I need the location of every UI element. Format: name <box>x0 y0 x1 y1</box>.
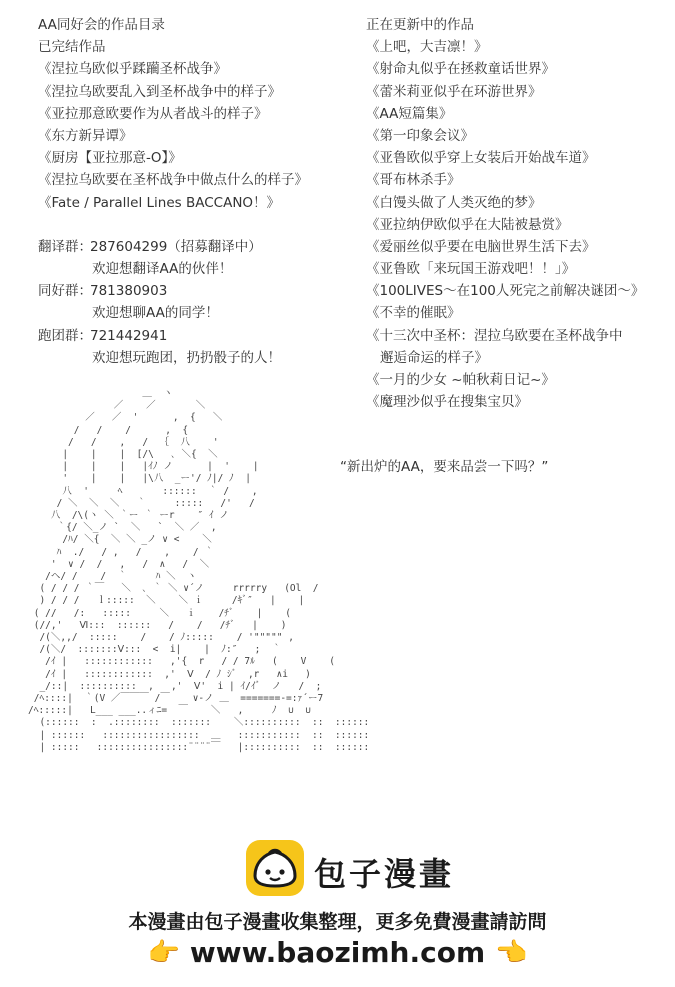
group-number: 721442941 <box>90 327 168 344</box>
ongoing-work-item: 《第一印象会议》 <box>366 127 474 144</box>
completed-work-item: 《Fate / Parallel Lines BACCANO！》 <box>38 194 281 211</box>
ongoing-work-item: 《魔理沙似乎在搜集宝贝》 <box>366 394 528 411</box>
ongoing-work-item: 《亚鲁欧「来玩国王游戏吧！！」》 <box>366 261 576 278</box>
ongoing-work-item: 《一月的少女 ~帕秋莉日记~》 <box>366 372 555 388</box>
completed-work-item: 《涅拉乌欧似乎蹂躏圣杯战争》 <box>38 61 227 78</box>
ongoing-work-item: 《亚鲁欧似乎穿上女装后开始战车道》 <box>366 150 596 167</box>
group-note: 欢迎想玩跑团，扔扔骰子的人！ <box>92 349 281 366</box>
group-number: 287604299（招募翻译中） <box>90 238 262 255</box>
group-number: 781380903 <box>90 283 168 300</box>
ongoing-work-item: 《蕾米莉亚似乎在环游世界》 <box>366 83 542 100</box>
pointing-right-hand-icon: 👉 <box>147 937 180 968</box>
ongoing-work-item: 《爱丽丝似乎要在电脑世界生活下去》 <box>366 238 596 255</box>
right-column <box>366 14 644 413</box>
ongoing-work-item: 《白馒头做了人类灭绝的梦》 <box>366 194 542 211</box>
speech-bubble-text: “新出炉的AA，要来品尝一下吗？” <box>340 459 549 475</box>
left-column <box>38 14 308 369</box>
ongoing-work-item: 《射命丸似乎在拯救童话世界》 <box>366 61 555 78</box>
ascii-art-illustration <box>28 388 498 778</box>
completed-work-item: 《亚拉那意欧要作为从者战斗的样子》 <box>38 105 268 122</box>
ongoing-work-item-continued: 邂逅命运的样子》 <box>380 349 488 366</box>
brand-url-row <box>0 936 675 972</box>
ascii-art-text: ＿ ヽ ／ ／ ＼ ／ ／ ' , { ＼ / / / , { / / , / ｛ 八 ' | | | [/\ ､ ＼{ ＼ | | | |ｲﾉ ノ | ' | ' | | |\八 _ー'/ ﾉ|/ ﾉ | 八 ' ﾍ :::::: ｀ / , / ＼ ＼ ＼ ｀ ::::: /' / 八 /\(ヽ ＼ ｀ー ｀ ーr ″ ｲ ノ ｀{/ ＼_ノ ` ＼ ` ＼ ／ , /ﾊ/ ＼{ ＼ ＼ _ノ ∨ < ＼ ﾊ ./ / , / , / ｀ ' ∨ / / , / ∧ / ＼ /ヘ/ / / ｀ ﾊ ＼ ヽ ( / / / ｀￣ ＼ ､ ｀ ＼ ∨´ノ rrrrry (Ol / ) / / / ｌ::::: ＼ ＼ ｉ /ｷﾞ″ | | ( // /: ::::: ＼ ｉ /ﾁﾞ | ( (//,' Ⅵ::: :::::: / / /ﾁﾞ | ) /(＼,,/ ::::: / / ﾉ::::: / '""""" , /(＼/ :::::::Ⅴ::: < i| | ﾉ:″ ; ｀ /ｲ | :::::::::::: ,'{ r / / 7ﾙ ( V ( /ｲ | :::::::::::: ,' Ⅴ / ﾉ ｼﾞ ,r ∧i ) _/::| :::::::::: , ,' Ⅴ' i | ｲ/ｲﾞ ノ / ; /ﾍ::::| ｀(V ／￣￣￣ /￣ ∨-ノ ＿ =======-=:ｧ´ー7 /ﾍ:::::| L___ ___..ィﾆ= ￣ ＼ , ﾉ ∪ ∪ (:::::: : .:::::::: ::::::: ＼:::::::::: :: :::::: | :::::: ::::::::::::::::: ＿ ::::::::::: :: :::::: | ::::: ::::::::::::::::¨¨¨¨￣ |:::::::::: :: :::::: <box>28 388 370 753</box>
ongoing-work-item: 《100LIVES～在100人死完之前解决谜团～》 <box>366 283 645 300</box>
trpg-group-row <box>38 325 308 347</box>
catalog-heading: AA同好会的作品目录 <box>38 17 165 33</box>
translation-group-row <box>38 236 308 258</box>
ongoing-work-item: 《上吧，大吉凛！》 <box>366 39 488 56</box>
group-note: 欢迎想聊AA的同学！ <box>92 305 219 322</box>
completed-work-item: 《涅拉乌欧要在圣杯战争中做点什么的样子》 <box>38 172 308 189</box>
completed-work-item: 《东方新异谭》 <box>38 127 133 144</box>
spacer <box>38 214 308 236</box>
brand-notice: 本漫畫由包子漫畫收集整理，更多免費漫畫請訪問 <box>128 911 547 933</box>
ongoing-work-item: 《AA短篇集》 <box>366 105 453 122</box>
group-label: 同好群： <box>38 283 92 300</box>
brand-name: 包子漫畫 <box>314 855 455 893</box>
group-label: 翻译群： <box>38 238 92 255</box>
group-label: 跑团群： <box>38 327 92 344</box>
completed-work-item: 《厨房【亚拉那意-O】》 <box>38 150 182 167</box>
ongoing-works-heading: 正在更新中的作品 <box>366 17 474 33</box>
brand-url-link[interactable]: www.baozimh.com <box>189 936 486 969</box>
completed-work-item: 《涅拉乌欧要乱入到圣杯战争中的样子》 <box>38 83 281 100</box>
ongoing-work-item: 《十三次中圣杯：涅拉乌欧要在圣杯战争中 <box>366 327 623 344</box>
brand-header <box>0 840 675 900</box>
bun-logo-icon <box>246 840 304 896</box>
ongoing-work-item: 《亚拉纳伊欧似乎在大陆被悬赏》 <box>366 216 569 233</box>
completed-works-title: 已完结作品 <box>38 39 106 56</box>
ongoing-work-item: 《不幸的催眠》 <box>366 305 461 322</box>
ongoing-work-item: 《哥布林杀手》 <box>366 172 461 189</box>
fan-group-row <box>38 280 308 302</box>
group-note: 欢迎想翻译AA的伙伴！ <box>92 261 233 278</box>
pointing-left-hand-icon: 👈 <box>495 937 528 968</box>
